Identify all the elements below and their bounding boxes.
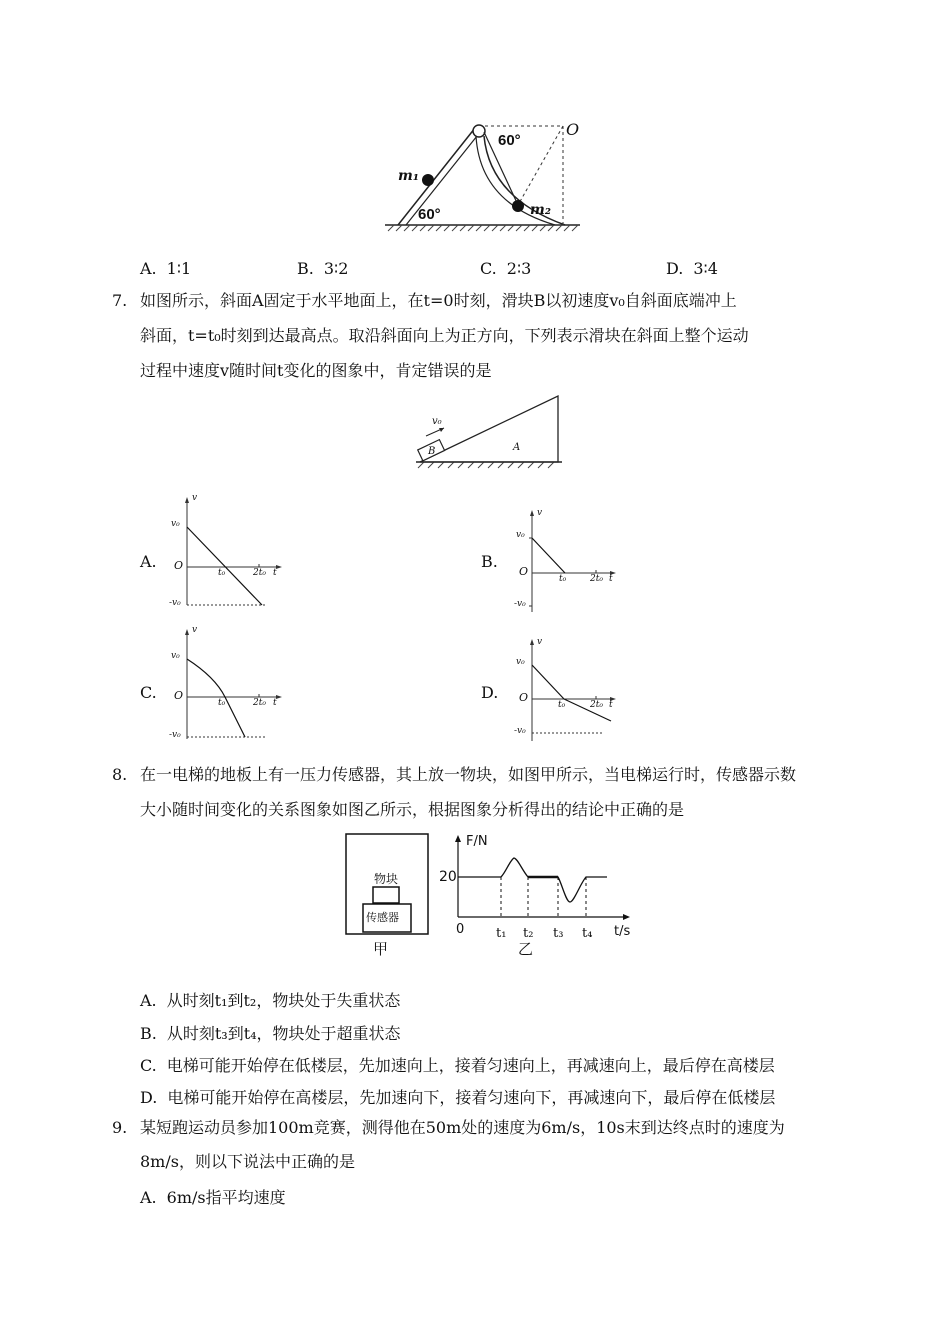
q8-option-c[interactable]: C. 电梯可能开始停在低楼层，先加速向上，接着匀速向上，再减速向上，最后停在高楼层 [140,1056,775,1075]
v0-label: v₀ [516,657,525,667]
angle-top-label: 60° [498,132,521,149]
neg-v0-label: -v₀ [514,599,526,609]
y-axis-arrow-icon [185,497,189,503]
velocity-line [187,527,262,605]
neg-v0-label: -v₀ [169,730,181,740]
mass-m1-label: m₁ [398,168,419,184]
block-label: 物块 [374,872,399,886]
q8-option-a[interactable]: A. 从时刻t₁到t₂，物块处于失重状态 [140,991,401,1010]
q7-option-a-letter[interactable]: A. [140,552,157,571]
q8-elevator-figure [343,832,433,962]
q7-option-c-letter[interactable]: C. [140,683,157,702]
v0-label: v₀ [171,519,180,529]
tick-label-t3: t₃ [553,926,564,941]
q8-option-b[interactable]: B. 从时刻t₃到t₄，物块处于超重状态 [140,1024,401,1043]
q9-option-a[interactable]: A. 6m/s指平均速度 [140,1188,286,1207]
origin-label: O [174,689,184,702]
incline-a-label: A [513,442,521,453]
q7-stem-line-1: 如图所示，斜面A固定于水平地面上，在t=0时刻，滑块B以初速度v₀自斜面底端冲上 [140,291,737,310]
x-axis-arrow-icon [623,914,630,920]
ground-hatch [418,462,554,468]
v0-label: v₀ [516,530,525,540]
2t0-label: 2t₀ [253,698,266,708]
origin-label: 0 [456,922,465,937]
t-label: t [273,698,277,708]
tick-label-t4: t₄ [582,926,593,941]
q6-option-d[interactable]: D. 3∶4 [666,259,718,278]
curved-track [484,136,565,225]
q7-figure-svg [410,392,570,472]
t0-label: t₀ [218,698,226,708]
dashed-radius [518,126,563,205]
ylabel: F/N [466,834,488,849]
q7-graph-c[interactable] [165,627,285,747]
q7-stem-line-3: 过程中速度v随时间t变化的图象中，肯定错误的是 [140,361,492,380]
q9-stem-line-1: 某短跑运动员参加100m竞赛，测得他在50m处的速度为6m/s，10s末到达终点时的速度为 [140,1118,785,1137]
force-curve [458,858,607,902]
q7-option-b-letter[interactable]: B. [481,552,498,571]
q6-option-c[interactable]: C. 2∶3 [480,259,532,278]
mass-m1-icon [422,174,434,186]
pulley-icon [473,125,485,137]
q8-option-d[interactable]: D. 电梯可能开始停在高楼层，先加速向下，接着匀速向下，再减速向下，最后停在低楼层 [140,1088,776,1107]
q7-graph-b[interactable] [510,508,620,618]
t0-label: t₀ [559,574,567,584]
tick-label-t1: t₁ [496,926,507,941]
q7-stem-line-2: 斜面，t=t₀时刻到达最高点。取沿斜面向上为正方向，下列表示滑块在斜面上整个运动 [140,326,749,345]
point-o-label: O [566,120,580,139]
block-b-label: B [428,446,436,457]
y-axis-arrow-icon [530,639,534,645]
q8-stem-line-1: 在一电梯的地板上有一压力传感器，其上放一物块，如图甲所示，当电梯运行时，传感器示数 [140,765,797,784]
sensor-label: 传感器 [366,911,399,924]
q7-graph-d[interactable] [510,637,620,747]
xlabel: t/s [614,924,631,939]
mass-m2-icon [512,200,524,212]
v-label: v [192,625,198,635]
origin-label: O [174,559,184,572]
t-label: t [609,574,613,584]
velocity-line [532,538,565,573]
2t0-label: 2t₀ [590,700,603,710]
2t0-label: 2t₀ [253,568,266,578]
t0-label: t₀ [558,700,566,710]
mass-m2-label: m₂ [530,202,551,218]
q7-number: 7. [112,291,128,310]
q6-option-b[interactable]: B. 3∶2 [297,259,349,278]
velocity-line-down [564,699,611,721]
v-label: v [192,493,198,503]
q6-option-a[interactable]: A. 1∶1 [140,259,192,278]
velocity-line [187,659,245,737]
q7-figure [410,392,570,472]
q8-force-chart [436,832,636,962]
velocity-line-up [532,665,564,699]
q9-stem-line-2: 8m/s，则以下说法中正确的是 [140,1152,355,1171]
v-label: v [537,637,543,647]
2t0-label: 2t₀ [590,574,603,584]
v-label: v [537,508,543,518]
q8-stem-line-2: 大小随时间变化的关系图象如图乙所示，根据图象分析得出的结论中正确的是 [140,800,685,819]
origin-label: O [519,565,529,578]
q7-graph-a[interactable] [165,495,285,615]
y-axis-arrow-icon [185,629,189,635]
v0-label: v₀ [171,651,180,661]
tick-label-t2: t₂ [523,926,534,941]
v0-label: v₀ [432,416,442,427]
angle-bottom-label: 60° [418,206,441,223]
ground-hatch [388,225,578,231]
origin-label: O [519,691,529,704]
q7-option-d-letter[interactable]: D. [481,683,499,702]
t0-label: t₀ [218,568,226,578]
block-shape [373,887,399,903]
t-label: t [273,568,277,578]
q8-number: 8. [112,765,128,784]
neg-v0-label: -v₀ [169,598,181,608]
q6-figure [380,118,590,238]
t-label: t [609,700,613,710]
y-value-label: 20 [439,869,457,885]
y-axis-arrow-icon [455,835,461,842]
y-axis-arrow-icon [530,510,534,516]
q9-number: 9. [112,1118,128,1137]
neg-v0-label: -v₀ [514,726,526,736]
caption-yi: 乙 [518,940,534,958]
caption-jia: 甲 [373,940,389,958]
